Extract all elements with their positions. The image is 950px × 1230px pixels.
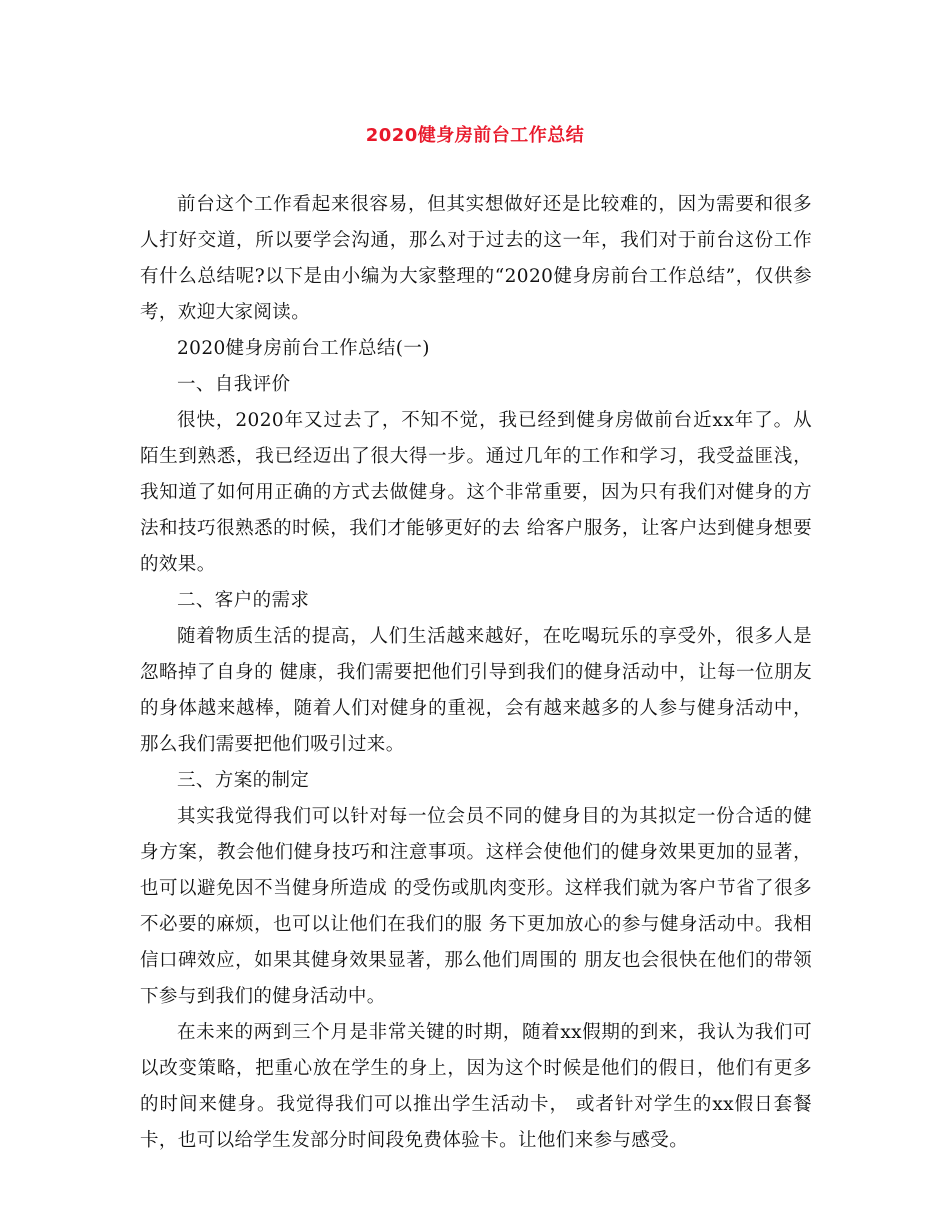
- heading-plan: 三、方案的制定: [177, 770, 310, 791]
- plan-paragraph: 其实我觉得我们可以针对每一位会员不同的健身目的为其拟定一份合适的健身方案，教会他们健身技巧和注意事项。这样会使他们的健身效果更加的显著，也可以避免因不当健身所造成 的受伤或肌肉变形。这样我们就为客户节省了很多不必要的麻烦，也可以让他们在我们的服 务下更加放心的参与健身活动中。我相信口碑效应，如果其健身效果显著，那么他们周围的 朋友也会很快在他们的带领下参与到我们的健身活动中。: [140, 806, 812, 1007]
- self-evaluation-paragraph: 很快，2020年又过去了，不知不觉，我已经到健身房做前台近xx年了。从陌生到熟悉，我已经迈出了很大得一步。通过几年的工作和学习，我受益匪浅，我知道了如何用正确的方式去做健身。这个非常重要，因为只有我们对健身的方法和技巧很熟悉的时候，我们才能够更好的去 给客户服务，让客户达到健身想要的效果。: [140, 410, 812, 575]
- heading-customer-needs: 二、客户的需求: [177, 590, 310, 611]
- future-plan-paragraph: 在未来的两到三个月是非常关键的时期，随着xx假期的到来，我认为我们可以改变策略，把重心放在学生的身上，因为这个时候是他们的假日，他们有更多的时间来健身。我觉得我们可以推出学生活动卡， 或者针对学生的xx假日套餐卡，也可以给学生发部分时间段免费体验卡。让他们来参与感受。: [140, 1022, 812, 1151]
- customer-needs-paragraph: 随着物质生活的提高，人们生活越来越好，在吃喝玩乐的享受外，很多人是忽略掉了自身的 健康，我们需要把他们引导到我们的健身活动中，让每一位朋友的身体越来越棒，随着人们对健身的重视，会有越来越多的人参与健身活动中，那么我们需要把他们吸引过来。: [140, 626, 812, 755]
- document-title: 2020健身房前台工作总结: [365, 125, 585, 146]
- document-body: [140, 187, 812, 1159]
- section-title: 2020健身房前台工作总结(一): [177, 338, 430, 359]
- heading-self-evaluation: 一、自我评价: [177, 374, 291, 395]
- intro-paragraph: 前台这个工作看起来很容易，但其实想做好还是比较难的，因为需要和很多人打好交道，所以要学会沟通，那么对于过去的这一年，我们对于前台这份工作有什么总结呢?以下是由小编为大家整理的“2020健身房前台工作总结”，仅供参考，欢迎大家阅读。: [140, 194, 812, 323]
